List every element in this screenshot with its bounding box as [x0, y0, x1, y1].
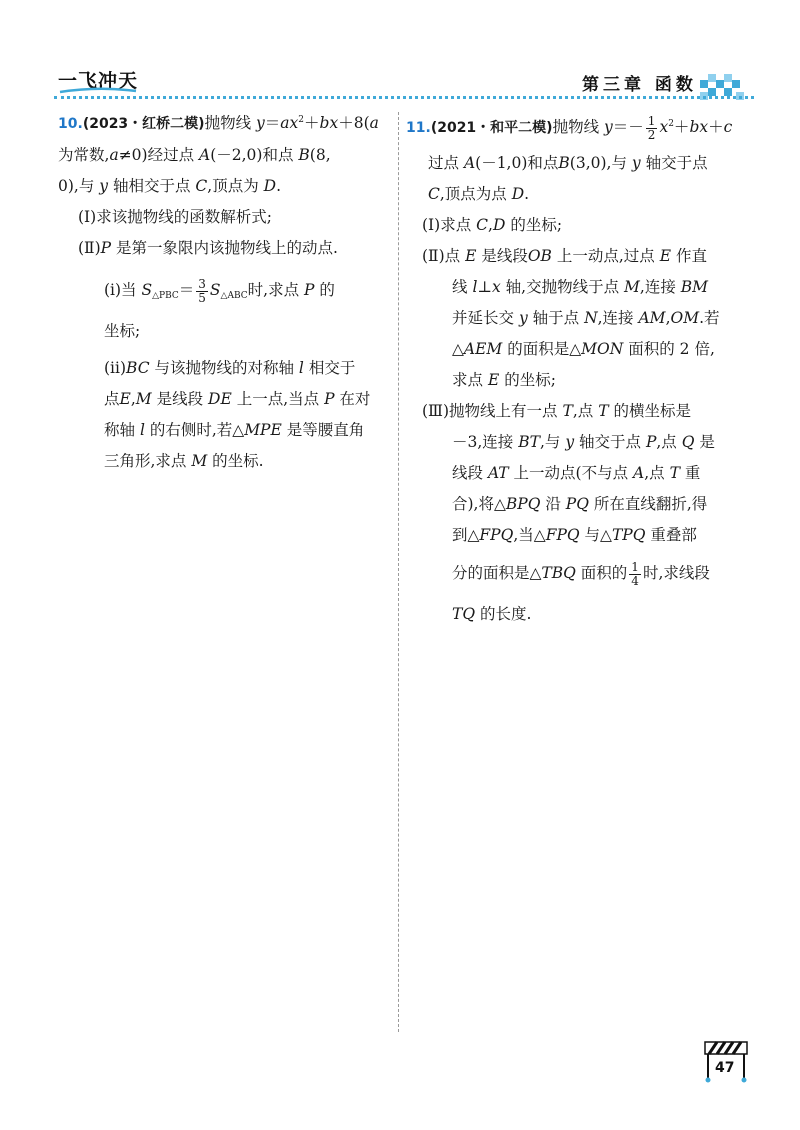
problem-11-part-3-line-4: 合),将△BPQ 沿 PQ 所在直线翻折,得: [452, 495, 708, 513]
problem-10-subpart-i-cont: 坐标;: [104, 322, 141, 340]
problem-10-part-1: (Ⅰ)求该抛物线的函数解析式;: [78, 208, 272, 226]
problem-11-part-3-line-2: －3,连接 BT,与 y 轴交于点 P,点 Q 是: [452, 433, 715, 451]
problem-10-line-3: 0),与 y 轴相交于点 C,顶点为 D.: [58, 177, 281, 195]
logo-swoosh-icon: [58, 86, 138, 96]
problem-10-subpart-i: (ⅰ)当 $S_{\triangle PBC}=$ $\frac{3}{5}$ $S_{\triangle ABC}$时,求点 P 的: [104, 276, 335, 305]
column-divider: [398, 112, 399, 1032]
problem-11-part-2-line-4: △AEM 的面积是△MON 面积的 2 倍,: [452, 340, 715, 358]
problem-11-part-3-line-6: 分的面积是△TBQ 面积的 $\frac{1}{4}$ 时,求线段: [452, 559, 710, 588]
page-number: 47: [715, 1060, 735, 1076]
problem-11-part-1: (Ⅰ)求点 C,D 的坐标;: [422, 216, 563, 234]
problem-10-subpart-ii-line-4: 三角形,求点 M 的坐标.: [104, 452, 264, 470]
header-dotted-rule: [54, 96, 754, 99]
problem-11: [406, 112, 756, 630]
logo-text: 一飞冲天: [58, 70, 139, 92]
problem-10-line-1: 10.(2023・红桥二模)抛物线 $y=ax^2+bx+8(a$: [58, 114, 379, 132]
problem-11-part-2-line-5: 求点 E 的坐标;: [452, 371, 556, 389]
problem-10: [58, 108, 390, 477]
problem-number: 10.: [58, 116, 83, 132]
problem-10-part-2: (Ⅱ)P 是第一象限内该抛物线上的动点.: [78, 239, 338, 257]
fraction-3-5: $\frac{3}{5}$: [198, 276, 206, 305]
fraction-1-2: $\frac{1}{2}$: [647, 113, 656, 142]
problem-10-subpart-ii: (ⅱ)BC 与该抛物线的对称轴 l 相交于: [104, 359, 356, 377]
problem-11-part-3-line-5: 到△FPQ,当△FPQ 与△TPQ 重叠部: [452, 526, 697, 544]
problem-10-line-2: 为常数,a≠0)经过点 A(－2,0)和点 B(8,: [58, 146, 331, 164]
problem-source: (2023・红桥二模): [82, 116, 205, 132]
problem-11-part-3: (Ⅲ)抛物线上有一点 T,点 T 的横坐标是: [422, 402, 691, 420]
problem-10-subpart-ii-line-3: 称轴 l 的右侧时,若△MPE 是等腰直角: [104, 421, 365, 439]
problem-10-subpart-ii-line-2: 点E,M 是线段 DE 上一点,当点 P 在对: [104, 390, 371, 408]
problem-11-part-3-line-7: TQ 的长度.: [452, 605, 532, 623]
series-logo: [58, 66, 138, 93]
problem-11-part-2: (Ⅱ)点 E 是线段OB 上一动点,过点 E 作直: [422, 247, 707, 265]
problem-number: 11.: [406, 120, 431, 136]
problem-11-part-2-line-2: 线 l⊥x 轴,交抛物线于点 M,连接 BM: [452, 278, 709, 296]
fraction-1-4: $\frac{1}{4}$: [631, 559, 639, 588]
page-header: [0, 0, 800, 110]
problem-11-part-3-line-3: 线段 AT 上一动点(不与点 A,点 T 重: [452, 464, 701, 482]
problem-source: (2021・和平二模): [430, 120, 553, 136]
problem-11-part-2-line-3: 并延长交 y 轴于点 N,连接 AM,OM.若: [452, 309, 720, 327]
problem-11-line-2: 过点 A(－1,0)和点B(3,0),与 y 轴交于点: [428, 154, 708, 172]
chapter-title: 第三章 函数: [582, 75, 697, 95]
problem-11-line-1: 11.(2021・和平二模)抛物线 y＝－ $\frac{1}{2}$ $x^2+bx+c$: [406, 113, 733, 142]
problem-11-line-3: C,顶点为点 D.: [428, 185, 530, 203]
